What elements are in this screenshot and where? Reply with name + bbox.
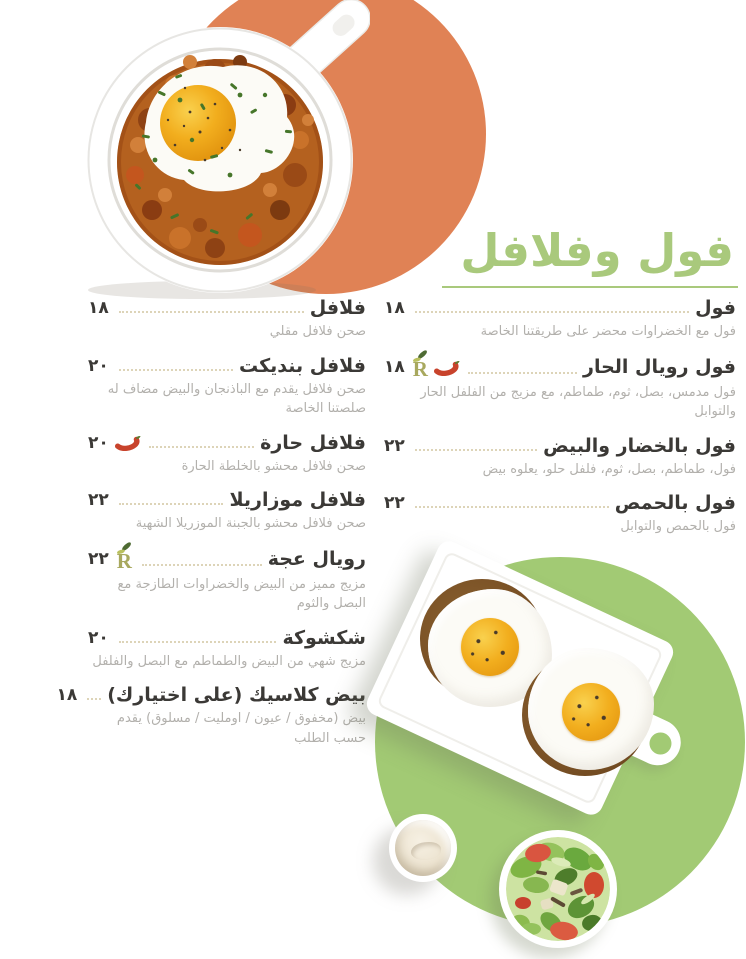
menu-item xyxy=(384,492,736,537)
menu-item-header xyxy=(88,297,366,319)
tahini-dip-bowl xyxy=(389,814,457,882)
chili-icon xyxy=(434,359,460,376)
menu-item xyxy=(56,684,366,748)
menu-item-header xyxy=(56,684,366,706)
item-description: صحن فلافل محشو بالجبنة الموزريلا الشهية xyxy=(135,516,366,531)
item-description: بيض (مخفوق / عيون / اومليت / مسلوق) يقدم حسب الطلب xyxy=(116,711,366,746)
dotted-leader xyxy=(415,311,689,313)
menu-item-header xyxy=(88,547,366,572)
dotted-leader xyxy=(142,564,262,566)
item-name: فلافل موزاريلا xyxy=(229,489,366,511)
item-description: مزيج شهي من البيض والطماطم مع البصل والفلفل xyxy=(92,653,366,669)
menu-column-right xyxy=(384,297,736,550)
dotted-leader xyxy=(119,369,233,371)
item-name: فلافل xyxy=(309,297,366,319)
dotted-leader xyxy=(415,449,537,451)
menu-item-header xyxy=(384,297,736,319)
dotted-leader xyxy=(87,698,101,700)
menu-item-header xyxy=(88,489,366,511)
menu-item xyxy=(384,297,736,342)
dotted-leader xyxy=(415,506,609,508)
item-description: فول، طماطم، بصل، ثوم، فلفل حلو، يعلوه بيض xyxy=(482,461,736,477)
egg-yolk xyxy=(562,683,620,741)
item-price: ٢٢ xyxy=(384,493,405,513)
menu-item xyxy=(88,489,366,534)
salad-contents xyxy=(506,837,610,941)
item-price: ٢٢ xyxy=(384,435,405,456)
royal-r-icon: R xyxy=(117,547,132,572)
item-name: فول بالحمص xyxy=(614,492,736,514)
menu-item xyxy=(384,355,736,422)
item-price: ٢٠ xyxy=(88,432,109,453)
dotted-leader xyxy=(468,372,577,374)
item-description: صحن فلافل محشو بالخلطة الحارة xyxy=(181,458,366,474)
menu-item-header xyxy=(88,627,366,649)
menu-item-header xyxy=(384,355,736,380)
dotted-leader xyxy=(119,641,277,643)
item-name: فلافل بنديكت xyxy=(238,354,366,377)
menu-column-left xyxy=(56,297,366,761)
chili-icon xyxy=(115,434,141,451)
item-description: فول مدمس، بصل، ثوم، طماطم، مع مزيج من الفلفل الحار والتوابل xyxy=(420,384,736,419)
item-name: فول رويال الحار xyxy=(583,356,736,378)
item-name: بيض كلاسيك (على اختيارك) xyxy=(107,684,366,706)
item-price: ١٨ xyxy=(88,298,109,318)
item-price: ١٨ xyxy=(384,298,405,318)
item-description: فول مع الخضراوات محضر على طريقتنا الخاصة xyxy=(480,324,736,339)
item-description: مزيج مميز من البيض والخضراوات الطازجة مع البصل والثوم xyxy=(117,576,366,611)
dotted-leader xyxy=(149,446,254,448)
menu-item-header xyxy=(88,432,366,454)
item-name: فول بالخضار والبيض xyxy=(543,434,736,457)
menu-item xyxy=(88,547,366,614)
item-price: ٢٠ xyxy=(88,355,109,376)
item-name: رويال عجة xyxy=(267,548,366,570)
salad-bowl xyxy=(499,830,617,948)
item-price: ١٨ xyxy=(56,685,78,705)
falafel-fried-egg xyxy=(520,640,660,780)
item-description: فول بالحمص والتوابل xyxy=(620,519,736,534)
dotted-leader xyxy=(119,503,224,505)
item-name: فول xyxy=(695,297,736,319)
menu-item xyxy=(88,355,366,419)
item-price: ١٨ xyxy=(384,357,405,377)
item-name: فلافل حارة xyxy=(260,431,366,454)
section-title: فول وفلافل xyxy=(442,226,738,288)
item-description: صحن فلافل مقلي xyxy=(269,324,366,339)
item-price: ٢٢ xyxy=(88,549,109,569)
royal-r-icon: R xyxy=(413,355,428,380)
menu-item xyxy=(88,297,366,342)
dotted-leader xyxy=(119,311,304,313)
menu-item-header xyxy=(88,355,366,377)
item-price: ٢٢ xyxy=(88,490,109,510)
menu-item xyxy=(384,435,736,480)
menu-item xyxy=(88,432,366,477)
item-price: ٢٠ xyxy=(88,627,109,648)
menu-item-header xyxy=(384,435,736,457)
item-description: صحن فلافل يقدم مع الباذنجان والبيض مضاف له صلصتنا الخاصة xyxy=(107,381,366,416)
menu-item-header xyxy=(384,492,736,514)
egg-yolk xyxy=(461,618,519,676)
menu-item xyxy=(88,627,366,672)
ful-bowl-photo xyxy=(80,0,370,300)
item-name: شكشوكة xyxy=(282,626,366,649)
